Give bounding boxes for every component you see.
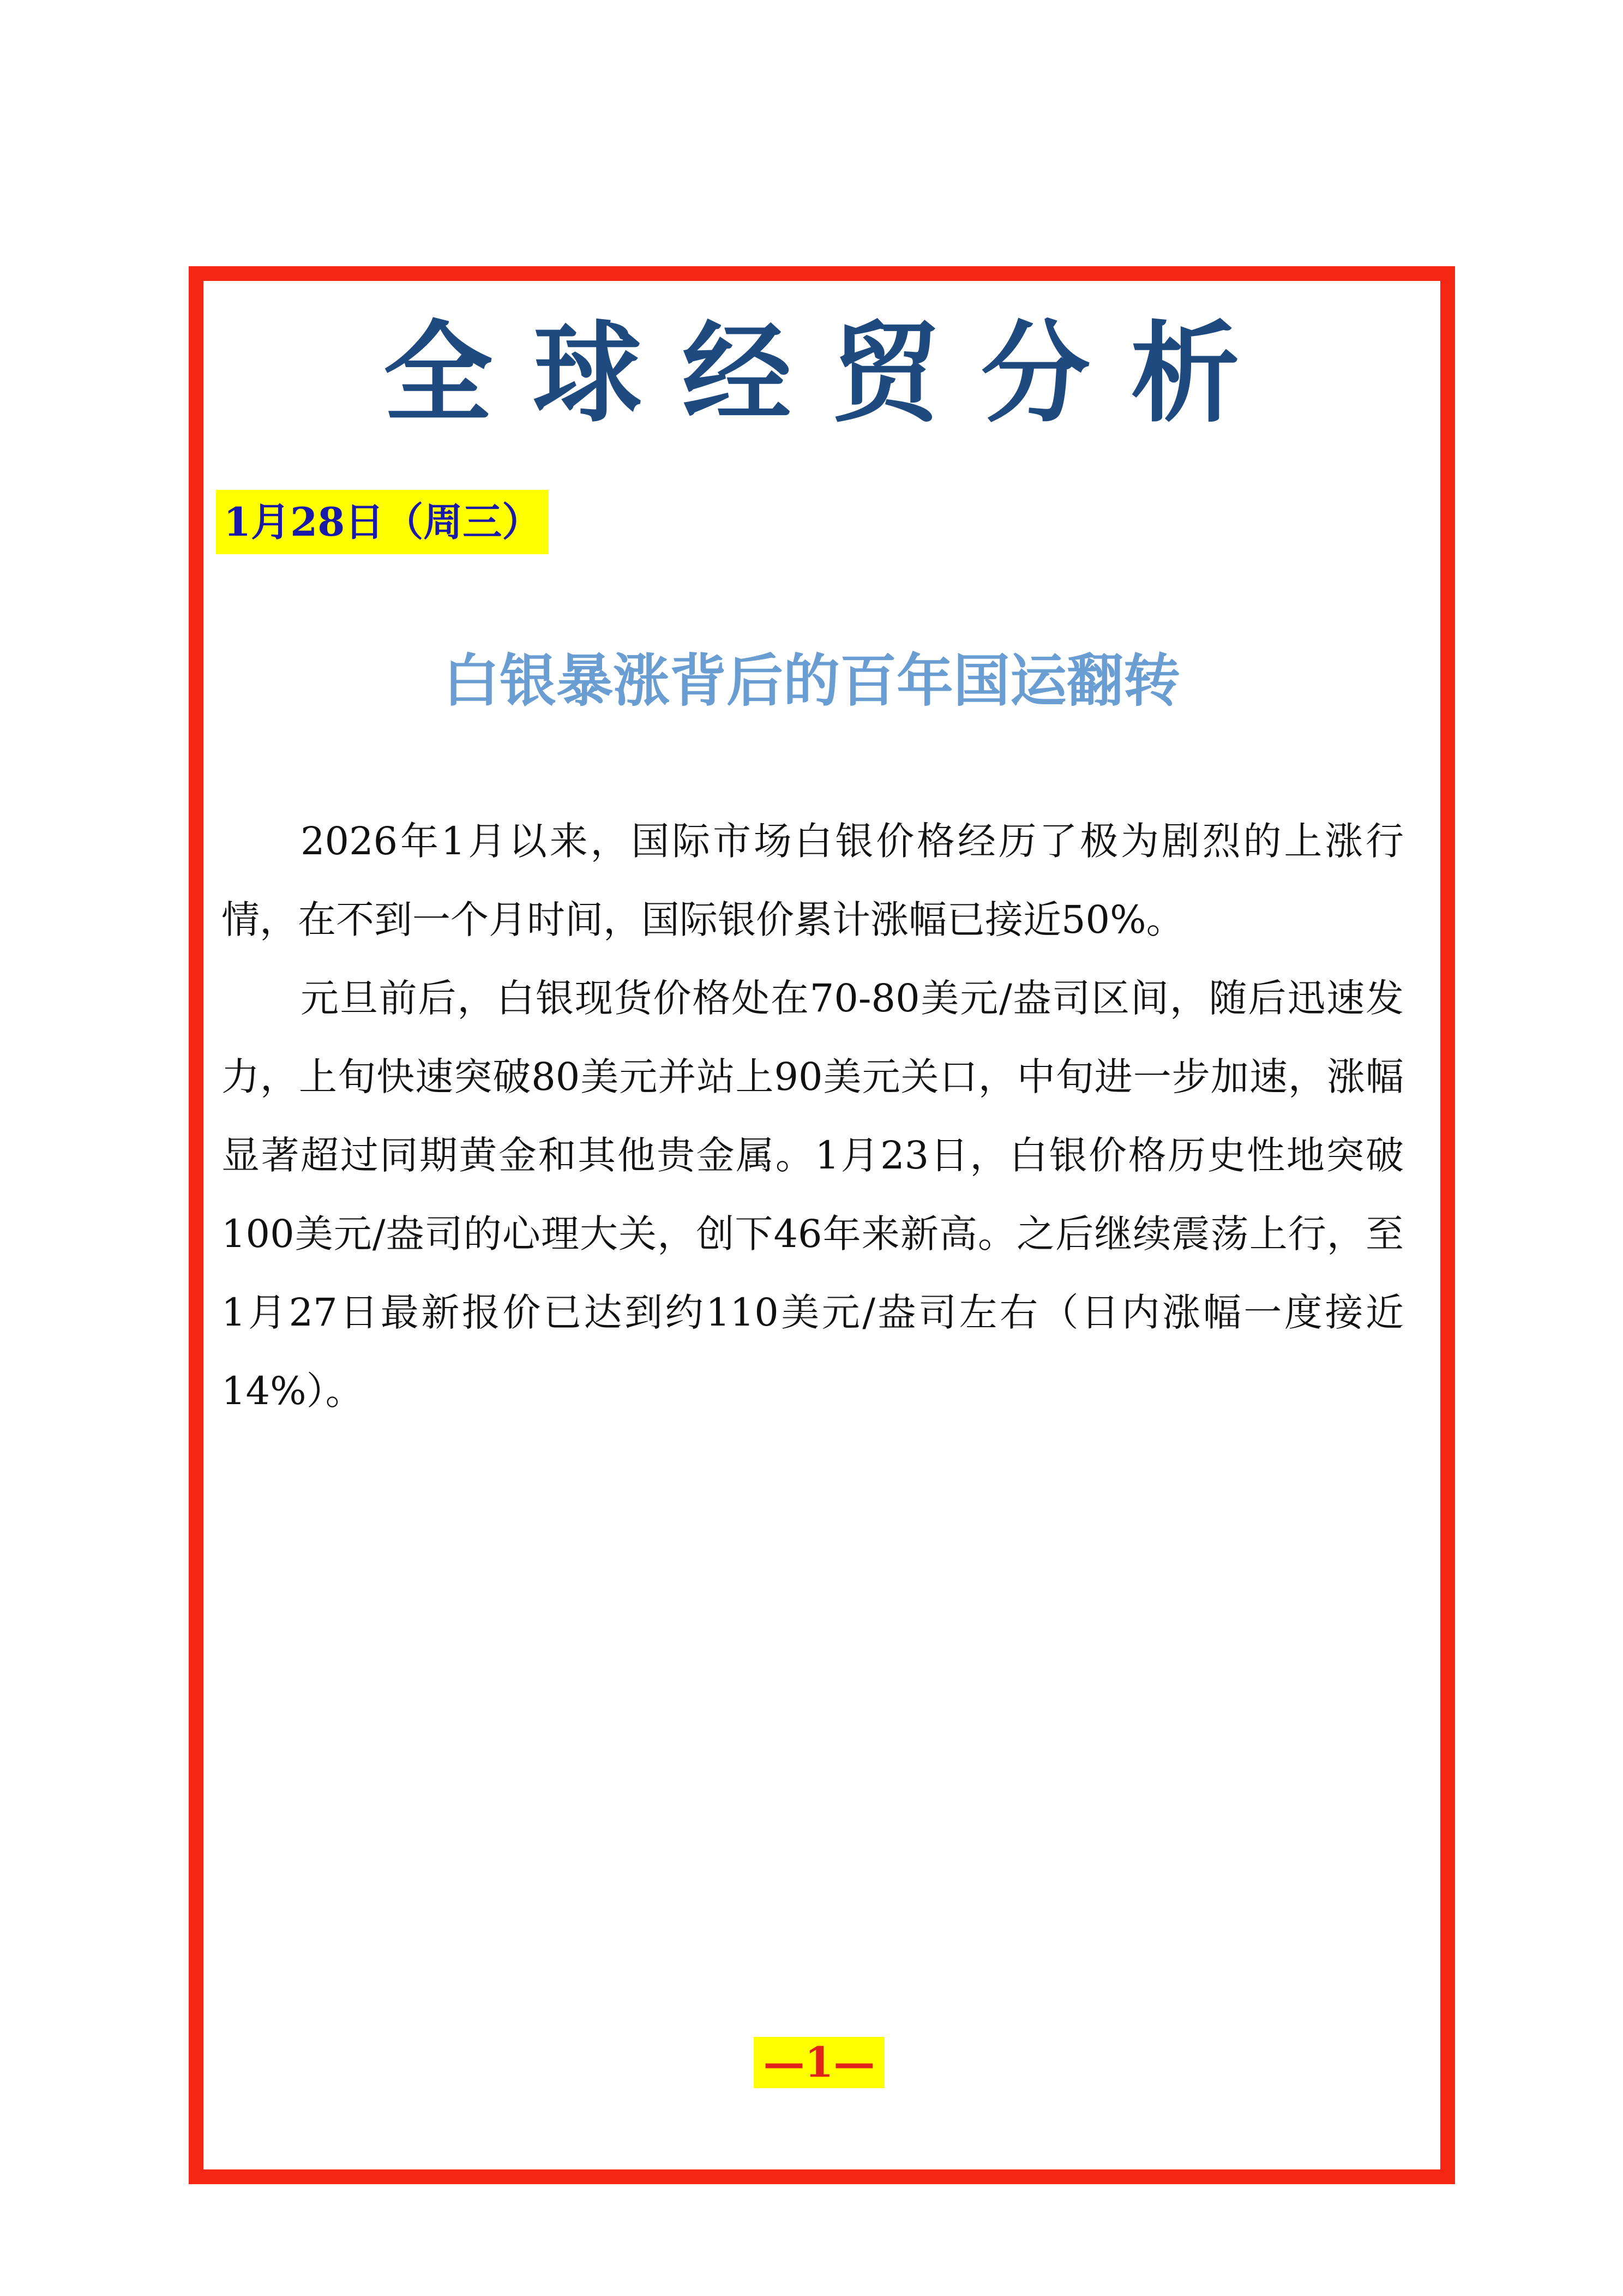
article-paragraph: 元旦前后，白银现货价格处在70-80美元/盎司区间，随后迅速发力，上旬快速突破80美元并站上90美元关口，中旬进一步加速，涨幅显著超过同期黄金和其他贵金属。1月23日，白银价格历史性地突破100美元/盎司的心理大关，创下46年来新高。之后继续震荡上行，至1月27日最新报价已达到约110美元/盎司左右（日内涨幅一度接近14%）。 [221,976,1404,1413]
masthead-title: 全球经贸分析 [383,309,1280,437]
article-body [221,802,1404,1430]
issue-date-badge: 1月28日（周三） [216,490,549,554]
page-number: —1— [754,2037,885,2088]
article-headline: 白银暴涨背后的百年国运翻转 [442,647,1180,714]
article-paragraph: 2026年1月以来，国际市场白银价格经历了极为剧烈的上涨行情，在不到一个月时间，国际银价累计涨幅已接近50%。 [221,819,1404,942]
